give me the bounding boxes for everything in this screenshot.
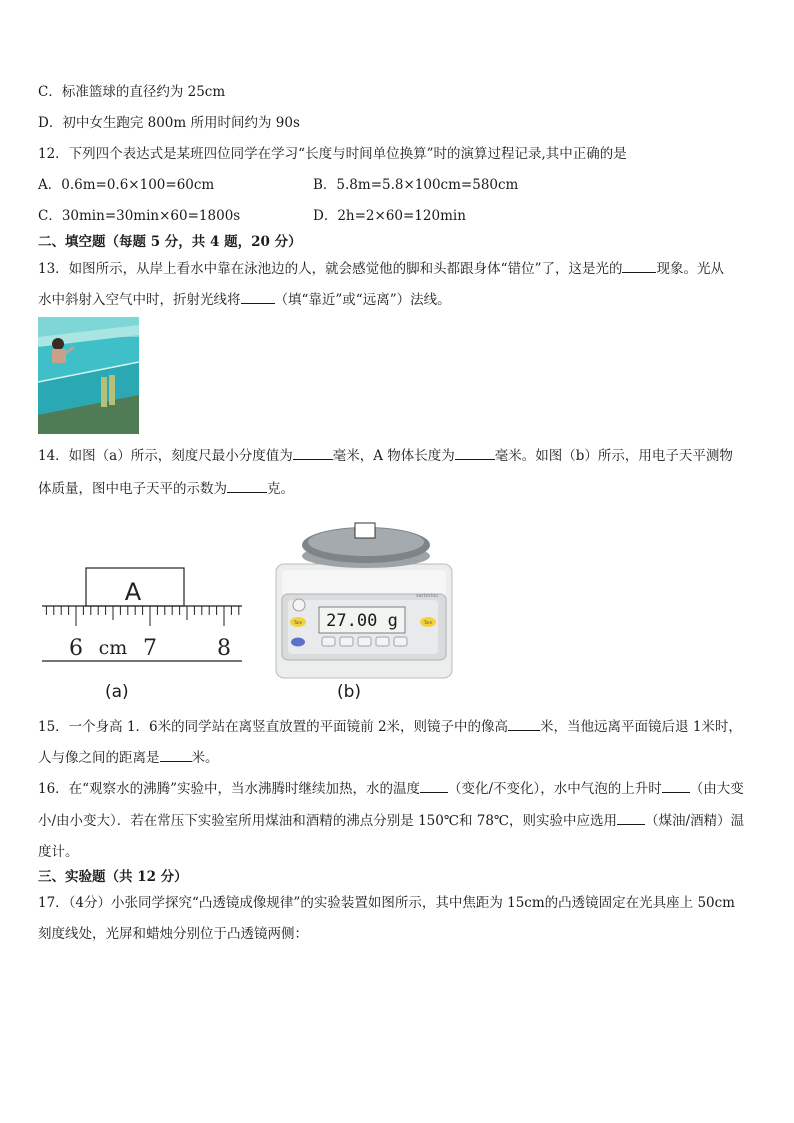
q16-text-2a: 小/由小变大）．若在常压下实验室所用煤油和酒精的沸点分别是 150℃和 78℃，则实验中应选用 <box>38 813 618 829</box>
tick-label-7: 7 <box>143 636 157 661</box>
ruler-figure-a <box>40 565 250 670</box>
q15-text-2a: 人与像之间的距离是 <box>38 750 160 766</box>
function-buttons <box>322 637 407 646</box>
q16-line-3: 度计。 <box>38 844 79 860</box>
q16-text-1c: （由大变 <box>689 781 744 797</box>
q15-line-1 <box>38 716 742 737</box>
ruler-svg <box>40 565 250 670</box>
ruler-ticks <box>46 606 238 626</box>
q15-blank-2 <box>160 747 192 762</box>
q16-text-2b: （煤油/酒精）温 <box>645 813 745 829</box>
tick-label-6: 6 <box>69 636 83 661</box>
q14-line-2 <box>38 478 294 499</box>
q14-blank-3 <box>227 478 267 493</box>
balance-svg <box>268 516 458 680</box>
q16-text-1b: （变化/不变化），水中气泡的上升时 <box>447 781 662 797</box>
q12-option-d: D．2h=2×60=120min <box>313 208 466 224</box>
q12-option-a: A．0.6m=0.6×100=60cm <box>38 177 215 193</box>
power-button <box>291 638 305 647</box>
swimming-pool-photo <box>38 317 139 434</box>
q17-line-1: 17．（4分）小张同学探究“凸透镜成像规律”的实验装置如图所示，其中焦距为 15cm的凸透镜固定在光具座上 50cm <box>38 895 735 911</box>
q14-text-2a: 体质量，图中电子天平的示数为 <box>38 481 227 497</box>
level-indicator-icon <box>293 599 305 611</box>
q11-option-d: D．初中女生跑完 800m 所用时间约为 90s <box>38 115 300 131</box>
brand-label: sartorius <box>416 593 438 599</box>
q12-stem: 12．下列四个表达式是某班四位同学在学习“长度与时间单位换算”时的演算过程记录,其中正确的是 <box>38 146 627 162</box>
q12-option-c: C．30min=30min×60=1800s <box>38 208 241 224</box>
q13-text-2b: （填“靠近”或“远离”）法线。 <box>274 292 451 308</box>
q13-line-2 <box>38 289 451 310</box>
q15-text-2b: 米。 <box>191 750 219 766</box>
q14-blank-1 <box>293 445 333 460</box>
q14-blank-2 <box>455 445 495 460</box>
q12-option-b: B．5.8m=5.8×100cm=580cm <box>313 177 519 193</box>
pool-illustration <box>38 317 139 434</box>
electronic-balance-figure-b <box>268 516 458 680</box>
q13-text-1b: 现象。光从 <box>656 261 724 277</box>
q15-text-1b: 米，当他远离平面镜后退 1米时， <box>540 719 742 735</box>
section-2-heading: 二、填空题（每题 5 分，共 4 题，20 分） <box>38 234 302 250</box>
q17-line-2: 刻度线处，光屏和蜡烛分别位于凸透镜两侧： <box>38 926 308 942</box>
q15-line-2 <box>38 747 219 768</box>
display-reading: 27.00 g <box>326 611 398 631</box>
svg-text:Tare: Tare <box>423 620 433 625</box>
tick-label-8: 8 <box>217 636 231 661</box>
q15-text-1a: 15．一个身高 1．6米的同学站在离竖直放置的平面镜前 2米，则镜子中的像高 <box>38 719 509 735</box>
q16-line-1 <box>38 778 744 799</box>
q14-text-1a: 14．如图（a）所示，刻度尺最小分度值为 <box>38 448 293 464</box>
q13-blank-1 <box>622 258 656 273</box>
q13-text-2a: 水中斜射入空气中时，折射光线将 <box>38 292 241 308</box>
q16-line-2 <box>38 810 744 831</box>
q13-text-1a: 13．如图所示，从岸上看水中靠在泳池边的人，就会感觉他的脚和头都跟身体“错位”了，这是光的 <box>38 261 623 277</box>
q16-blank-3 <box>617 810 645 825</box>
q13-line-1 <box>38 258 724 279</box>
q11-option-c: C．标准篮球的直径约为 25cm <box>38 84 226 100</box>
section-3-heading: 三、实验题（共 12 分） <box>38 869 188 885</box>
q14-text-2b: 克。 <box>267 481 294 497</box>
weighed-object <box>355 523 375 538</box>
q14-text-1b: 毫米，A 物体长度为 <box>332 448 455 464</box>
caption-a: (a) <box>105 682 129 702</box>
caption-b: (b) <box>337 682 362 702</box>
q16-blank-2 <box>662 778 690 793</box>
q16-text-1a: 16．在“观察水的沸腾”实验中，当水沸腾时继续加热，水的温度 <box>38 781 420 797</box>
q15-blank-1 <box>508 716 540 731</box>
svg-text:Tare: Tare <box>293 620 303 625</box>
unit-label: cm <box>98 637 128 659</box>
q16-blank-1 <box>420 778 448 793</box>
q13-blank-2 <box>241 289 275 304</box>
object-a-label: A <box>124 578 142 606</box>
q14-text-1c: 毫米。如图（b）所示，用电子天平测物 <box>494 448 733 464</box>
q14-line-1 <box>38 445 733 466</box>
